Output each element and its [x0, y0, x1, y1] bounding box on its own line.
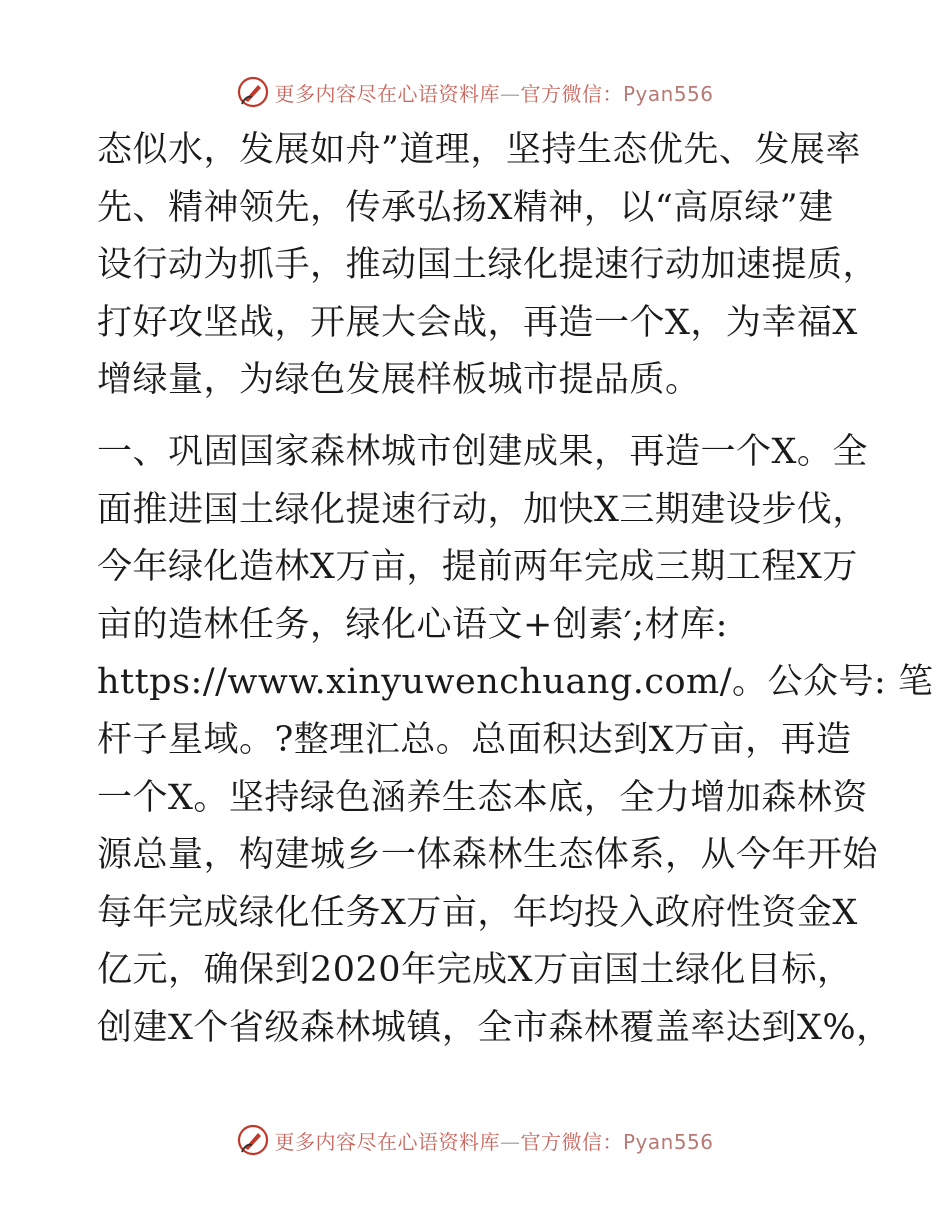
watermark-text: 更多内容尽在心语资料库—官方微信：Pyan556 [274, 81, 714, 106]
text-line: 亿元，确保到2020年完成X万亩国土绿化目标， [97, 950, 853, 991]
text-line: 创建X个省级森林城镇，全市森林覆盖率达到X%， [97, 1007, 892, 1048]
text-line: 一、巩固国家森林城市创建成果，再造一个X。全 [97, 431, 868, 472]
text-line: 增绿量，为绿色发展样板城市提品质。 [97, 360, 701, 401]
pen-logo-icon [236, 1123, 270, 1157]
text-line: 先、精神领先，传承弘扬X精神，以“高原绿”建 [97, 187, 834, 228]
paragraph [97, 424, 934, 1058]
text-line: 面推进国土绿化提速行动，加快X三期建设步伐， [97, 489, 868, 530]
text-line: https://www.xinyuwenchuang.com/。公众号: 笔 [97, 662, 934, 703]
watermark-text: 更多内容尽在心语资料库—官方微信：Pyan556 [274, 1129, 714, 1154]
watermark-header [0, 72, 950, 112]
text-line: 亩的造林任务，绿化心语文+创素′;材库: [97, 604, 728, 645]
text-line: 今年绿化造林X万亩，提前两年完成三期工程X万 [97, 547, 858, 588]
text-line: 源总量，构建城乡一体森林生态体系，从今年开始 [97, 835, 879, 876]
text-line: 态似水，发展如舟”道理，坚持生态优先、发展率 [97, 130, 861, 170]
pen-logo-icon [236, 75, 270, 109]
text-line: 一个X。坚持绿色涵养生态本底，全力增加森林资 [97, 777, 868, 818]
paragraph [97, 122, 879, 410]
text-line: 杆子星域。?整理汇总。总面积达到X万亩，再造 [97, 719, 852, 760]
watermark-footer [0, 1120, 950, 1160]
text-line: 设行动为抓手，推动国土绿化提速行动加速提质， [97, 245, 879, 286]
text-line: 打好攻坚战，开展大会战，再造一个X，为幸福X [97, 302, 858, 343]
document-body [97, 122, 934, 1058]
text-line: 每年完成绿化任务X万亩，年均投入政府性资金X [97, 892, 858, 933]
